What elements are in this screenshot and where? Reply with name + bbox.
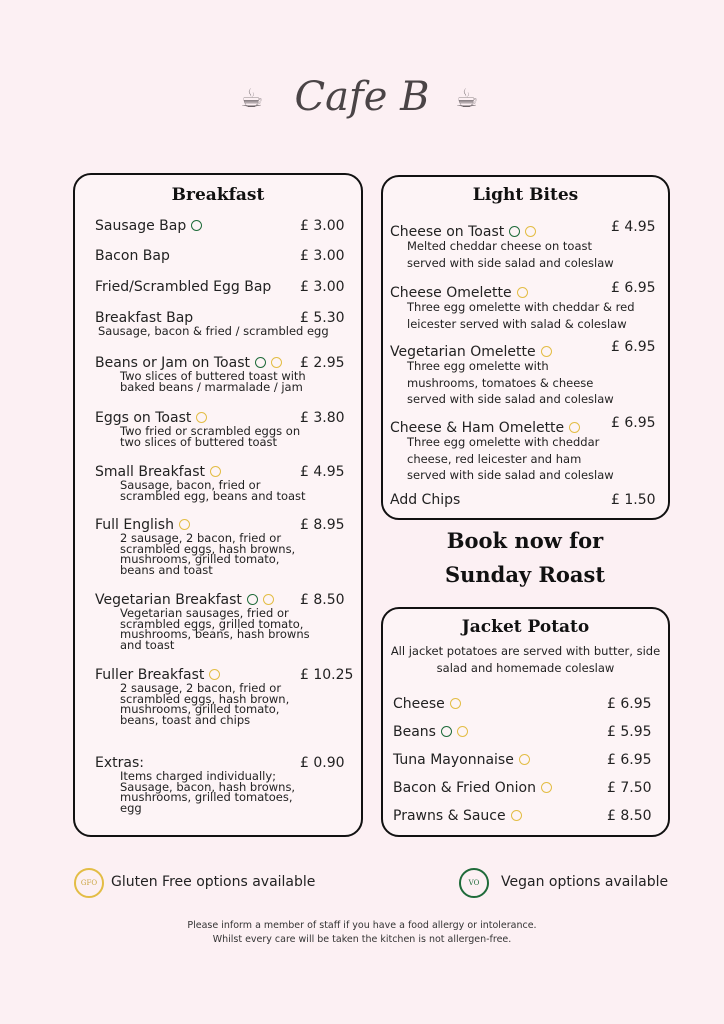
description-line: cheese, red leicester and ham	[407, 451, 582, 466]
description-line: 2 sausage, 2 bacon, fried or	[120, 531, 282, 545]
menu-item-price: £ 2.95	[300, 355, 345, 371]
menu-item-price: £ 1.50	[611, 492, 656, 508]
vegan-badge-icon	[247, 594, 258, 605]
menu-item-description	[120, 480, 306, 501]
menu-item-description	[120, 683, 289, 725]
menu-item-name: Cheese on Toast	[390, 224, 536, 240]
description-line: served with side salad and coleslaw	[407, 255, 614, 270]
intro-line: salad and homemade coleslaw	[436, 660, 615, 675]
menu-item-price: £ 8.50	[607, 808, 652, 824]
menu-item-price: £ 0.90	[300, 755, 345, 771]
description-line: Vegetarian sausages, fried or	[120, 606, 289, 620]
description-line: Three egg omelette with	[407, 359, 549, 373]
vegan-badge-icon	[441, 726, 452, 737]
description-line: baked beans / marmalade / jam	[120, 379, 303, 394]
vegan-badge-icon	[255, 357, 266, 368]
menu-item-name: Prawns & Sauce	[393, 808, 522, 824]
menu-item-description	[407, 434, 614, 484]
menu-item-description	[120, 426, 300, 447]
gluten-free-badge-icon	[271, 357, 282, 368]
description-line: Melted cheddar cheese on toast	[407, 239, 593, 253]
breakfast-section	[73, 173, 363, 837]
menu-item-description	[120, 608, 310, 650]
description-line: Sausage, bacon & fried / scrambled egg	[98, 324, 329, 338]
menu-item-name: Extras:	[95, 755, 144, 771]
gluten-free-badge-icon	[179, 519, 190, 530]
menu-item-price: £ 3.80	[300, 410, 345, 426]
menu-item-name: Eggs on Toast	[95, 410, 207, 426]
gluten-free-badge-icon	[541, 346, 552, 357]
gluten-free-badge-icon: GFO	[74, 868, 104, 898]
description-line: 2 sausage, 2 bacon, fried or	[120, 681, 282, 695]
description-line: Sausage, bacon, fried or	[120, 478, 261, 492]
menu-item-description	[120, 533, 295, 575]
menu-item-price: £ 3.00	[300, 218, 345, 234]
description-line: served with side salad and coleslaw	[407, 392, 614, 406]
menu-item-price: £ 5.95	[607, 724, 652, 740]
menu-item-name: Full English	[95, 517, 190, 533]
coffee-cup-icon: ☕	[455, 84, 479, 114]
menu-item-name: Add Chips	[390, 492, 461, 508]
vegan-badge-icon	[191, 220, 202, 231]
menu-item-price: £ 6.95	[611, 280, 656, 296]
description-line: scrambled eggs, grilled tomato,	[120, 616, 304, 631]
menu-item-price: £ 3.00	[300, 279, 345, 295]
menu-item-name: Small Breakfast	[95, 464, 221, 480]
description-line: beans, toast and chips	[120, 712, 251, 727]
gluten-free-badge-icon	[517, 287, 528, 298]
menu-item-price: £ 4.95	[300, 464, 345, 480]
gluten-free-badge-icon	[541, 782, 552, 793]
light-bites-section	[381, 175, 670, 520]
menu-item-name: Vegetarian Omelette	[390, 344, 552, 360]
menu-item-price: £ 6.95	[607, 752, 652, 768]
section-title: Jacket Potato	[461, 617, 590, 637]
jacket-potato-section	[381, 607, 670, 837]
gluten-free-legend: Gluten Free options available	[111, 874, 316, 890]
description-line: mushrooms, beans, hash browns	[120, 627, 310, 641]
description-line: scrambled egg, beans and toast	[120, 488, 306, 503]
menu-item-price: £ 6.95	[611, 339, 656, 355]
menu-item-price: £ 8.50	[300, 592, 345, 608]
menu-item-name: Beans	[393, 724, 468, 740]
gluten-free-badge-icon	[519, 754, 530, 765]
menu-item-name: Vegetarian Breakfast	[95, 592, 274, 608]
gluten-free-badge-icon	[511, 810, 522, 821]
section-title: Light Bites	[472, 185, 579, 205]
description-line: beans and toast	[120, 562, 213, 577]
menu-item-name: Tuna Mayonnaise	[393, 752, 530, 768]
menu-item-name: Beans or Jam on Toast	[95, 355, 282, 371]
section-title: Breakfast	[171, 185, 265, 205]
gluten-free-badge-icon	[450, 698, 461, 709]
gluten-free-badge-icon	[196, 412, 207, 423]
description-line: and toast	[120, 637, 175, 652]
description-line: Three egg omelette with cheddar & red	[407, 300, 635, 314]
menu-item-price: £ 7.50	[607, 780, 652, 796]
description-line: egg	[120, 800, 142, 815]
description-line: Three egg omelette with cheddar	[407, 435, 600, 449]
menu-item-name: Cheese & Ham Omelette	[390, 420, 580, 436]
vegan-badge-icon	[509, 226, 520, 237]
description-line: mushrooms, grilled tomato,	[120, 552, 280, 566]
gluten-free-badge-icon	[209, 669, 220, 680]
description-line: mushrooms, grilled tomatoes,	[120, 790, 293, 804]
intro-line: All jacket potatoes are served with butter, side	[390, 644, 661, 658]
menu-item-description	[407, 299, 635, 332]
vegan-badge-icon: VO	[459, 868, 489, 898]
description-line: scrambled eggs, hash browns,	[120, 541, 296, 556]
description-line: Items charged individually;	[120, 769, 277, 783]
gluten-free-badge-icon	[457, 726, 468, 737]
description-line: Two fried or scrambled eggs on	[120, 424, 301, 438]
gluten-free-badge-icon	[263, 594, 274, 605]
menu-item-description	[98, 326, 329, 337]
menu-item-description	[120, 371, 306, 392]
menu-item-name: Bacon Bap	[95, 248, 170, 264]
menu-item-description	[120, 771, 295, 813]
menu-item-name: Bacon & Fried Onion	[393, 780, 552, 796]
description-line: mushrooms, tomatoes & cheese	[407, 375, 594, 390]
menu-item-price: £ 4.95	[611, 219, 656, 235]
gluten-free-badge-icon	[569, 422, 580, 433]
allergy-note: Please inform a member of staff if you have a food allergy or intolerance.	[187, 920, 537, 931]
allergy-note: Whilst every care will be taken the kitchen is not allergen-free.	[212, 934, 512, 945]
menu-item-description	[407, 238, 614, 271]
menu-item-name: Cheese	[393, 696, 461, 712]
description-line: two slices of buttered toast	[120, 434, 278, 449]
gluten-free-badge-icon	[525, 226, 536, 237]
menu-item-name: Fried/Scrambled Egg Bap	[95, 279, 272, 295]
coffee-cup-icon: ☕	[240, 84, 264, 114]
jacket-intro	[383, 643, 668, 676]
menu-item-price: £ 6.95	[607, 696, 652, 712]
description-line: Two slices of buttered toast with	[120, 369, 306, 383]
menu-item-name: Fuller Breakfast	[95, 667, 220, 683]
menu-item-price: £ 8.95	[300, 517, 345, 533]
menu-item-price: £ 10.25	[300, 667, 354, 683]
promo-line-1: Book now for	[446, 528, 604, 553]
menu-item-price: £ 3.00	[300, 248, 345, 264]
gluten-free-badge-icon	[210, 466, 221, 477]
description-line: served with side salad and coleslaw	[407, 468, 614, 482]
menu-item-name: Cheese Omelette	[390, 285, 528, 301]
menu-item-name: Sausage Bap	[95, 218, 202, 234]
menu-item-price: £ 5.30	[300, 310, 345, 326]
description-line: Sausage, bacon, hash browns,	[120, 779, 296, 794]
menu-item-name: Breakfast Bap	[95, 310, 194, 326]
promo-line-2: Sunday Roast	[444, 562, 606, 587]
description-line: leicester served with salad & coleslaw	[407, 316, 627, 331]
menu-item-description	[407, 358, 614, 408]
cafe-logo: Cafe B	[294, 74, 430, 120]
menu-item-price: £ 6.95	[611, 415, 656, 431]
description-line: mushrooms, grilled tomato,	[120, 702, 280, 716]
vegan-legend: Vegan options available	[501, 874, 669, 890]
description-line: scrambled eggs, hash brown,	[120, 691, 290, 706]
